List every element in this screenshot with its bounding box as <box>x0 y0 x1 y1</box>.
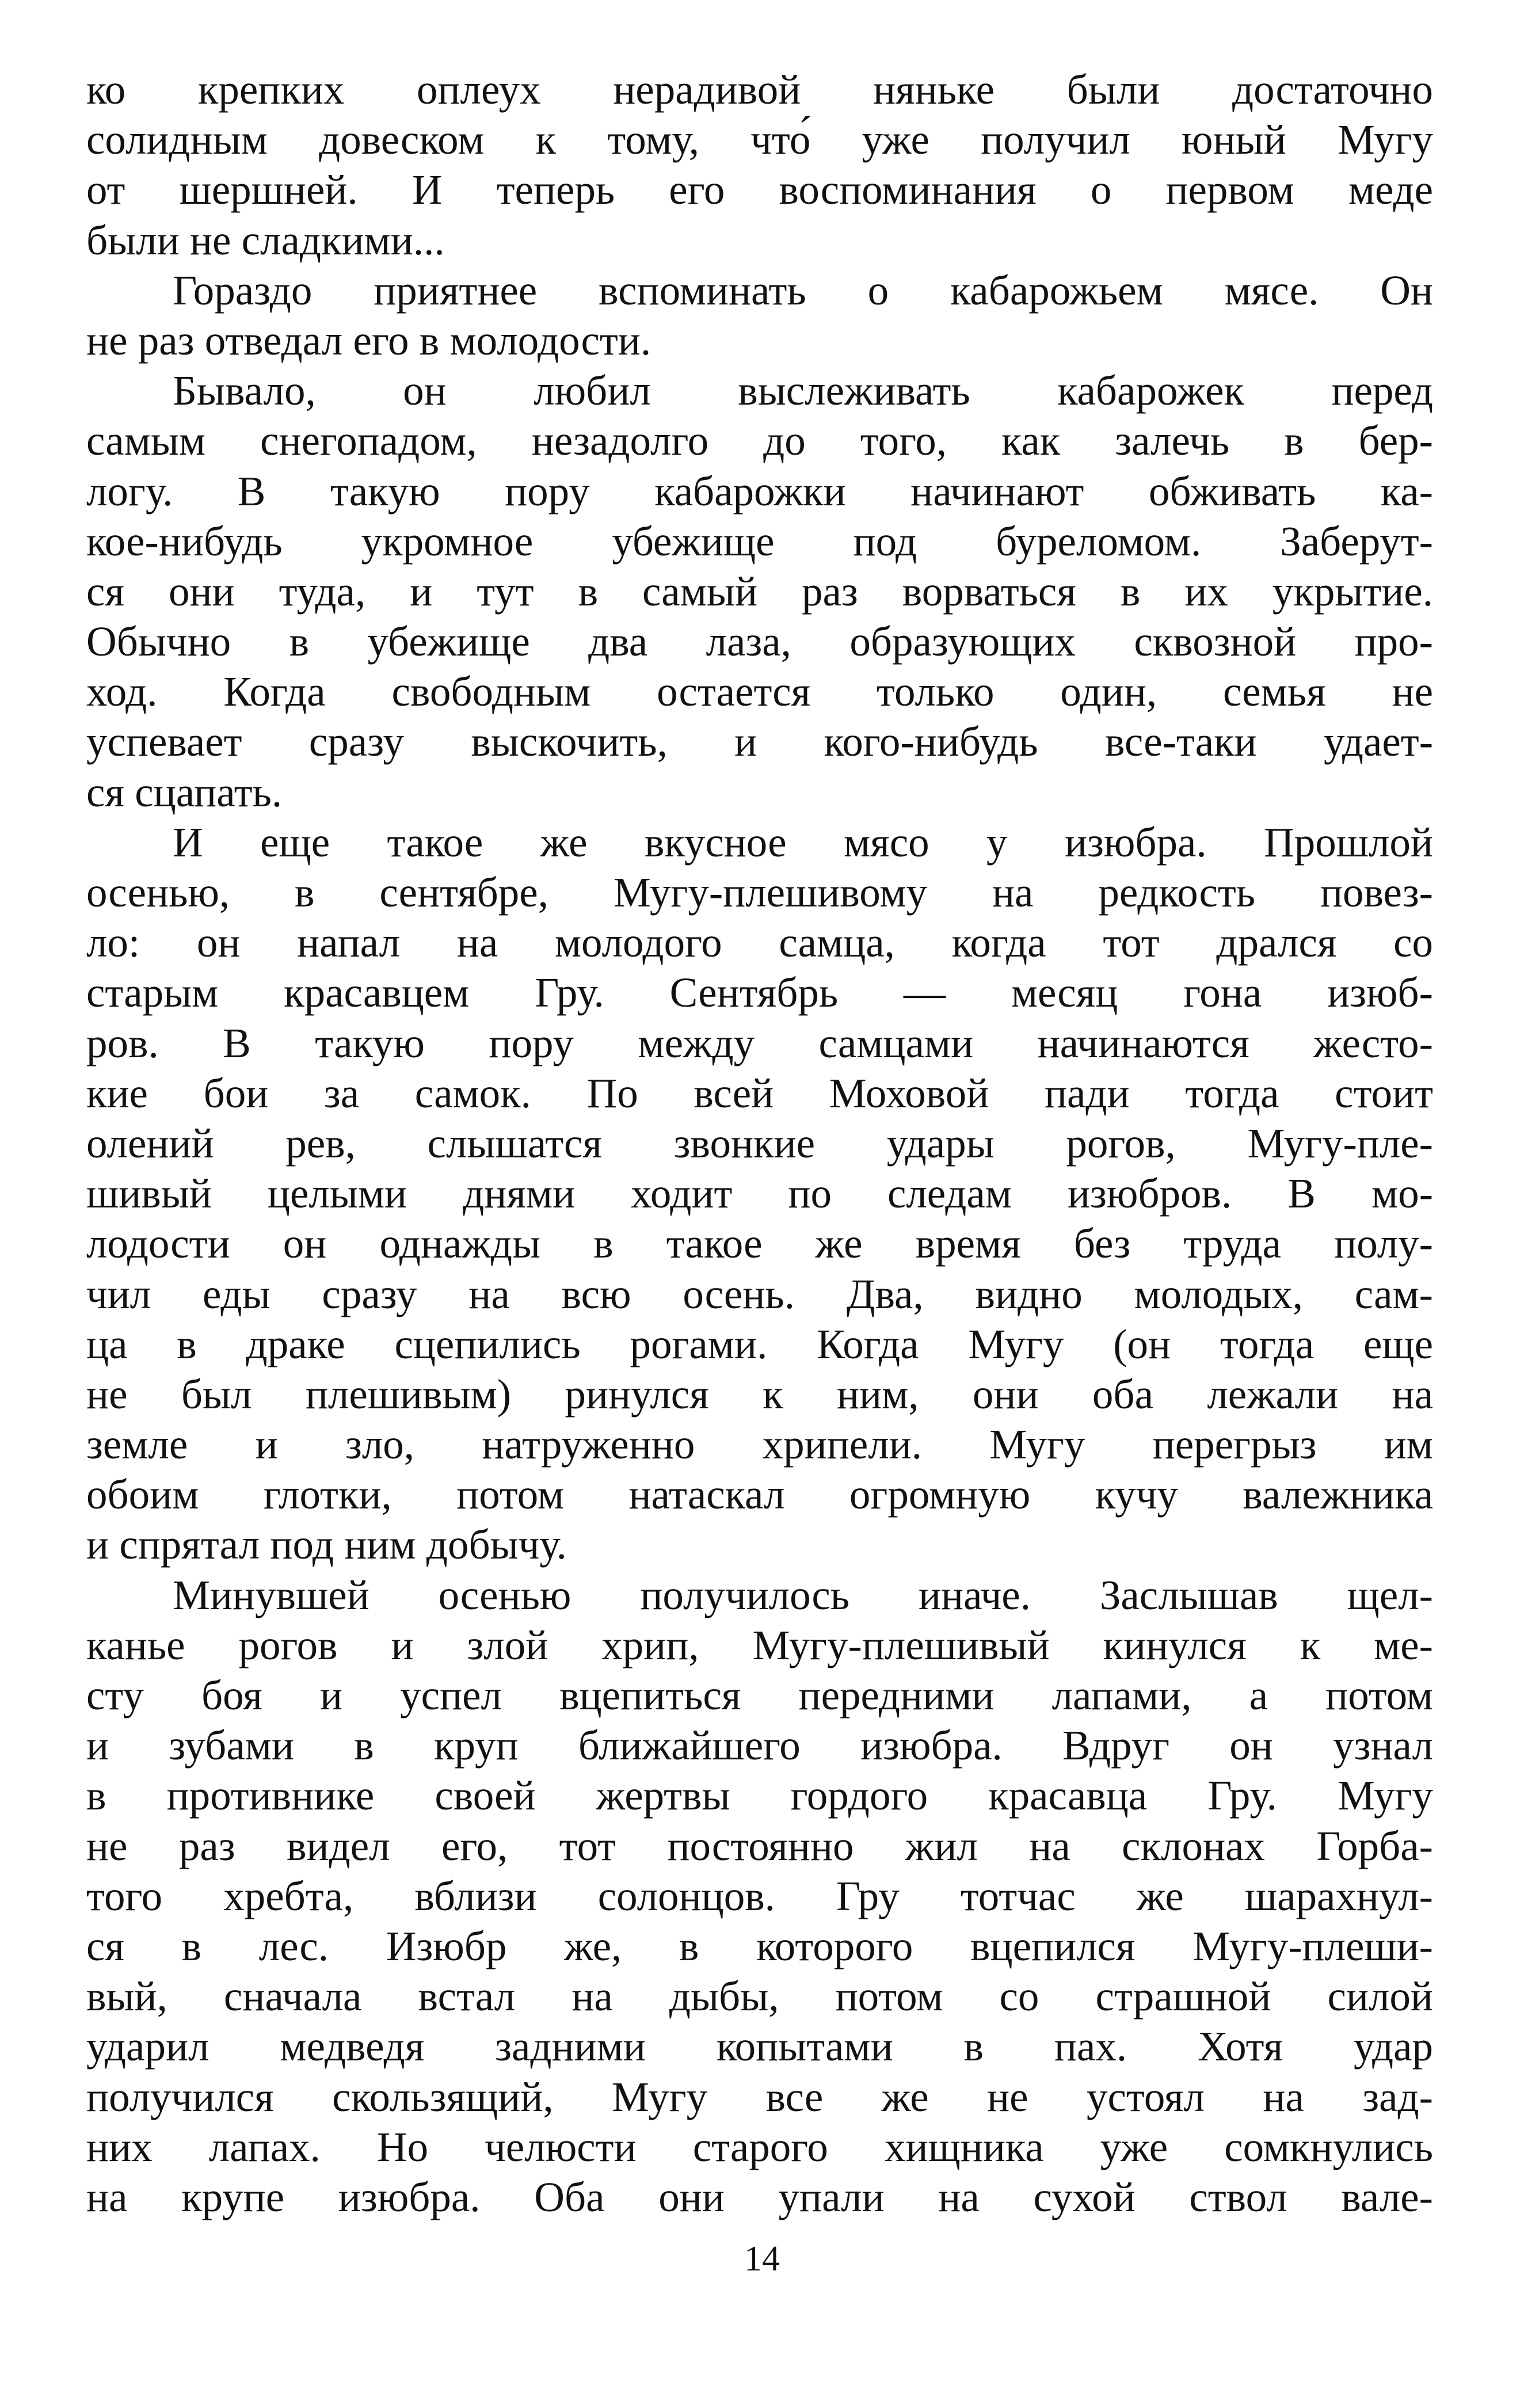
text-line: не раз отведал его в молодости. <box>86 317 651 364</box>
text-line: вый, сначала встал на дыбы, потом со страшной силой <box>86 1973 1433 2020</box>
text-line: кие бои за самок. По всей Моховой пади тогда стоит <box>86 1069 1433 1117</box>
text-line: получился скользящий, Мугу все же не устоял на зад- <box>86 2073 1433 2120</box>
text-line: Обычно в убежище два лаза, образующих сквозной про- <box>86 618 1433 665</box>
text-line: успевает сразу выскочить, и кого-нибудь все-таки удает- <box>86 718 1433 765</box>
text-line: не был плешивым) ринулся к ним, они оба лежали на <box>86 1370 1433 1418</box>
page-number: 14 <box>744 2239 780 2279</box>
text-line: ров. В такую пору между самцами начинаются жесто- <box>86 1019 1433 1066</box>
text-line: логу. В такую пору кабарожки начинают обживать ка- <box>86 467 1433 515</box>
text-line: ход. Когда свободным остается только один, семья не <box>86 668 1433 715</box>
text-line: того хребта, вблизи солонцов. Гру тотчас же шарахнул- <box>86 1872 1433 1919</box>
text-line: лодости он однажды в такое же время без труда полу- <box>86 1220 1433 1267</box>
text-line: сту боя и успел вцепиться передними лапами, а потом <box>86 1672 1433 1719</box>
body-text <box>86 64 1433 2222</box>
text-line: ко крепких оплеух нерадивой няньке были достаточно <box>86 66 1433 113</box>
text-line: чил еды сразу на всю осень. Два, видно молодых, сам- <box>86 1270 1433 1317</box>
text-line: не раз видел его, тот постоянно жил на склонах Горба- <box>86 1822 1433 1869</box>
text-line: Минувшей осенью получилось иначе. Заслышав щел- <box>173 1571 1433 1618</box>
text-line: них лапах. Но челюсти старого хищника уже сомкнулись <box>86 2123 1433 2170</box>
text-line: на крупе изюбра. Оба они упали на сухой ствол вале- <box>86 2173 1433 2220</box>
text-line: ца в драке сцепились рогами. Когда Мугу (он тогда еще <box>86 1320 1433 1367</box>
text-line: ло: он напал на молодого самца, когда тот дрался со <box>86 919 1433 966</box>
text-line: ся сцапать. <box>86 768 283 816</box>
text-line: ударил медведя задними копытами в пах. Хотя удар <box>86 2023 1433 2070</box>
text-line: от шершней. И теперь его воспоминания о первом меде <box>86 166 1433 214</box>
text-line: И еще такое же вкусное мясо у изюбра. Прошлой <box>173 818 1433 866</box>
text-line: и зубами в круп ближайшего изюбра. Вдруг он узнал <box>86 1722 1433 1769</box>
text-line: шивый целыми днями ходит по следам изюбров. В мо- <box>86 1170 1433 1217</box>
text-line: были не сладкими... <box>86 216 445 264</box>
text-line: обоим глотки, потом натаскал огромную кучу валежника <box>86 1471 1433 1518</box>
text-line: в противнике своей жертвы гордого красавца Гру. Мугу <box>86 1772 1433 1819</box>
text-line: ся в лес. Изюбр же, в которого вцепился Мугу-плеши- <box>86 1922 1433 1969</box>
text-line: солидным довеском к тому, что́ уже получил юный Мугу <box>86 116 1433 163</box>
text-line: олений рев, слышатся звонкие удары рогов, Мугу-пле- <box>86 1119 1433 1167</box>
text-line: старым красавцем Гру. Сентябрь — месяц гона изюб- <box>86 969 1433 1016</box>
text-line: и спрятал под ним добычу. <box>86 1521 567 1568</box>
text-line: Бывало, он любил выслеживать кабарожек перед <box>173 367 1433 414</box>
text-line: ся они туда, и тут в самый раз ворваться в их укрытие. <box>86 567 1433 615</box>
text-line: Гораздо приятнее вспоминать о кабарожьем мясе. Он <box>173 266 1433 314</box>
text-line: самым снегопадом, незадолго до того, как залечь в бер- <box>86 417 1433 464</box>
text-line: канье рогов и злой хрип, Мугу-плешивый кинулся к ме- <box>86 1621 1433 1668</box>
text-line: кое-нибудь укромное убежище под буреломом. Заберут- <box>86 517 1433 565</box>
text-line: земле и зло, натруженно хрипели. Мугу перегрыз им <box>86 1421 1433 1468</box>
text-line: осенью, в сентябре, Мугу-плешивому на редкость повез- <box>86 869 1433 916</box>
